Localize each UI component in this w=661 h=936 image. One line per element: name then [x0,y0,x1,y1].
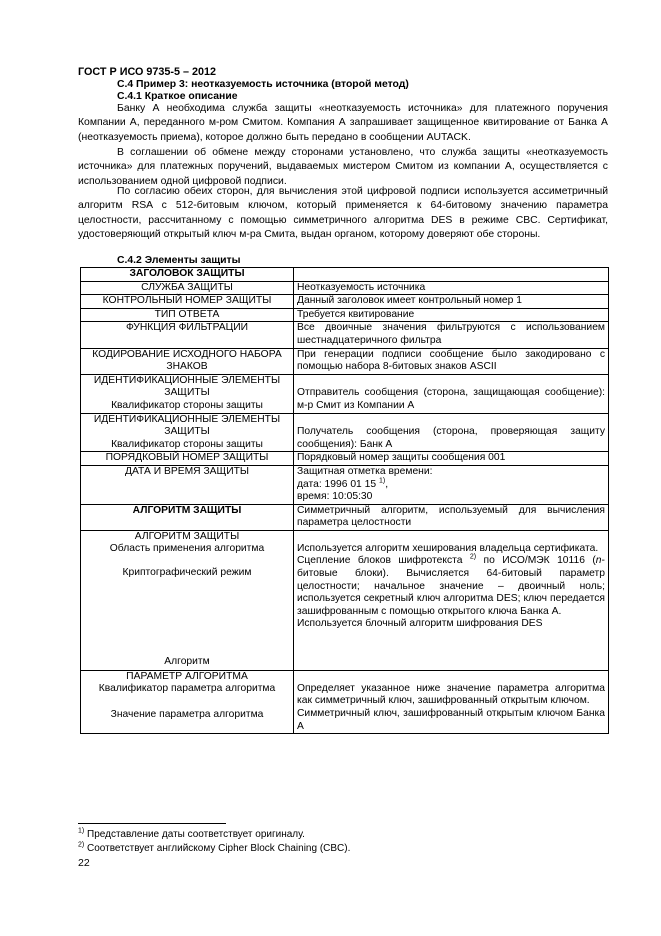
cell-label-heading: АЛГОРИТМ ЗАЩИТЫ [134,530,240,542]
cell-value: Порядковый номер защиты сообщения 001 [294,452,609,466]
param-value: Симметричный ключ, зашифрованный открытым ключом Банка А [297,708,605,732]
cell-label-sub: Квалификатор стороны защиты [111,438,263,450]
cell-label-sub: Значение параметра алгоритма [110,709,264,721]
cell-label: АЛГОРИТМ ЗАЩИТЫ [81,504,294,530]
crypto-mode [297,555,605,618]
cell-security-header: ЗАГОЛОВОК ЗАЩИТЫ [81,268,294,282]
cell-label: ТИП ОТВЕТА [81,308,294,322]
cell-label-sub: Квалификатор параметра алгоритма [98,683,276,695]
cell-label-heading: ПАРАМЕТР АЛГОРИТМА [126,670,248,682]
table-row [81,322,609,348]
cell-label [81,670,294,733]
cell-value: Получатель сообщения (сторона, проверяющая защиту сообщения): Банк А [294,413,609,452]
table-row [81,281,609,295]
table-row [81,452,609,466]
cell-value: Неотказуемость источника [294,281,609,295]
cell-label-sub: Квалификатор стороны защиты [111,399,263,411]
cell-label [81,374,294,413]
footnote-ref: 1) [378,477,386,485]
crypto-mode-text: по ИСО/МЭК 10116 ( [476,555,596,567]
timestamp-date [297,479,605,492]
crypto-mode-text: Сцепление блоков шифротекста [297,555,463,567]
footnote-1 [78,829,305,840]
cell-label: КОДИРОВАНИЕ ИСХОДНОГО НАБОРА ЗНАКОВ [81,348,294,374]
cell-value: Все двоичные значения фильтруются с использованием шестнадцатеричного фильтра [294,322,609,348]
footnote-ref: 2) [469,554,477,562]
timestamp-heading: Защитная отметка времени: [297,465,433,477]
subsection-title-elements: С.4.2 Элементы защиты [117,255,241,266]
cell-value: При генерации подписи сообщение было закодировано с помощью набора 8-битовых знаков ASCII [294,348,609,374]
table-row [81,413,609,452]
cell-label-sub: Алгоритм [164,656,210,668]
footnote-mark: 1) [78,827,85,835]
cell-value: Данный заголовок имеет контрольный номер 1 [294,295,609,309]
cell-value: Симметричный алгоритм, используемый для вычисления параметра целостности [294,504,609,530]
cell-label: КОНТРОЛЬНЫЙ НОМЕР ЗАЩИТЫ [81,295,294,309]
cell-label-sub: Криптографический режим [122,567,252,579]
cell-label: ПОРЯДКОВЫЙ НОМЕР ЗАЩИТЫ [81,452,294,466]
cell-label [81,413,294,452]
timestamp-time: время: 10:05:30 [297,491,373,503]
date-comma: , [385,478,389,490]
cell-label: СЛУЖБА ЗАЩИТЫ [81,281,294,295]
security-elements-table [80,267,609,734]
paragraph-3: По согласию обеих сторон, для вычисления этой цифровой подписи используется ассиметричный алгоритм RSA с 512-битовым ключом, который применяется к 64-битовому значению параметра целостности, рассчитанному с помощью симметричного алгоритма DES в режиме CBC. Сертификат, удостоверяющий открытый ключ м-ра Смита, выдан органом, которому доверяют обе стороны. [78,186,608,241]
cell-label-sub: Область применения алгоритма [109,543,265,555]
cell-label: ФУНКЦИЯ ФИЛЬТРАЦИИ [81,322,294,348]
cell-label-heading: ИДЕНТИФИКАЦИОННЫЕ ЭЛЕМЕНТЫ ЗАЩИТЫ [93,413,281,438]
cell-value: Требуется квитирование [294,308,609,322]
cell-value: Отправитель сообщения (сторона, защищающая сообщение): м-р Смит из Компании А [294,374,609,413]
cell-value [294,670,609,733]
footnote-text: Представление даты соответствует оригиналу. [84,829,305,840]
table-row [81,268,609,282]
table-row [81,530,609,670]
subsection-title-summary: С.4.1 Краткое описание [117,91,238,102]
section-title: С.4 Пример 3: неотказуемость источника (второй метод) [117,79,409,90]
paragraph-1: Банку А необходима служба защиты «неотказуемость источника» для платежного поручения Компании А, переданного м-ром Смитом. Компания А запрашивает защищенное квитирование от Банка А (неотказуемость приема), которое должно быть передано в сообщении AUTACK. [78,103,608,143]
cell-value [294,465,609,504]
cell-label [81,530,294,670]
cell-label-heading: ИДЕНТИФИКАЦИОННЫЕ ЭЛЕМЕНТЫ ЗАЩИТЫ [93,374,281,399]
algorithm-value: Используется блочный алгоритм шифрования DES [297,618,543,630]
page-number: 22 [78,857,90,869]
table-row [81,465,609,504]
footnote-divider [78,823,226,824]
table-row [81,374,609,413]
cell-value [294,530,609,670]
table-row [81,504,609,530]
date-text: дата: 1996 01 15 [297,478,377,490]
table-row [81,295,609,309]
crypto-mode-italic: n [595,555,602,567]
paragraph-2: В соглашении об обмене между сторонами установлено, что служба защиты «неотказуемость источника» для платежных поручений, выдаваемых мистером Смитом из компании А, осуществляется с использованием одной цифровой подписи. [78,147,608,187]
cell-label: ДАТА И ВРЕМЯ ЗАЩИТЫ [81,465,294,504]
footnote-2 [78,843,350,854]
footnote-text: Соответствует английскому Cipher Block Chaining (CBC). [84,843,351,854]
table-row [81,348,609,374]
cell-empty [294,268,609,282]
param-qualifier: Определяет указанное ниже значение параметра алгоритма как симметричный ключ, зашифрованный открытым ключом. [297,682,605,707]
table-row [81,670,609,733]
footnote-mark: 2) [78,841,85,849]
document-header: ГОСТ Р ИСО 9735-5 – 2012 [78,66,217,78]
crypto-mode-text: -битовые блоки). Вычисляется 64-битовый параметр целостности; начальное значение – двоичный ноль; используется секретный ключ алгоритма DES; ключ передается зашифрованным с помощью открытого ключа Банка А. [297,555,605,617]
table-row [81,308,609,322]
algorithm-scope: Используется алгоритм хеширования владельца сертификата. [297,542,599,554]
